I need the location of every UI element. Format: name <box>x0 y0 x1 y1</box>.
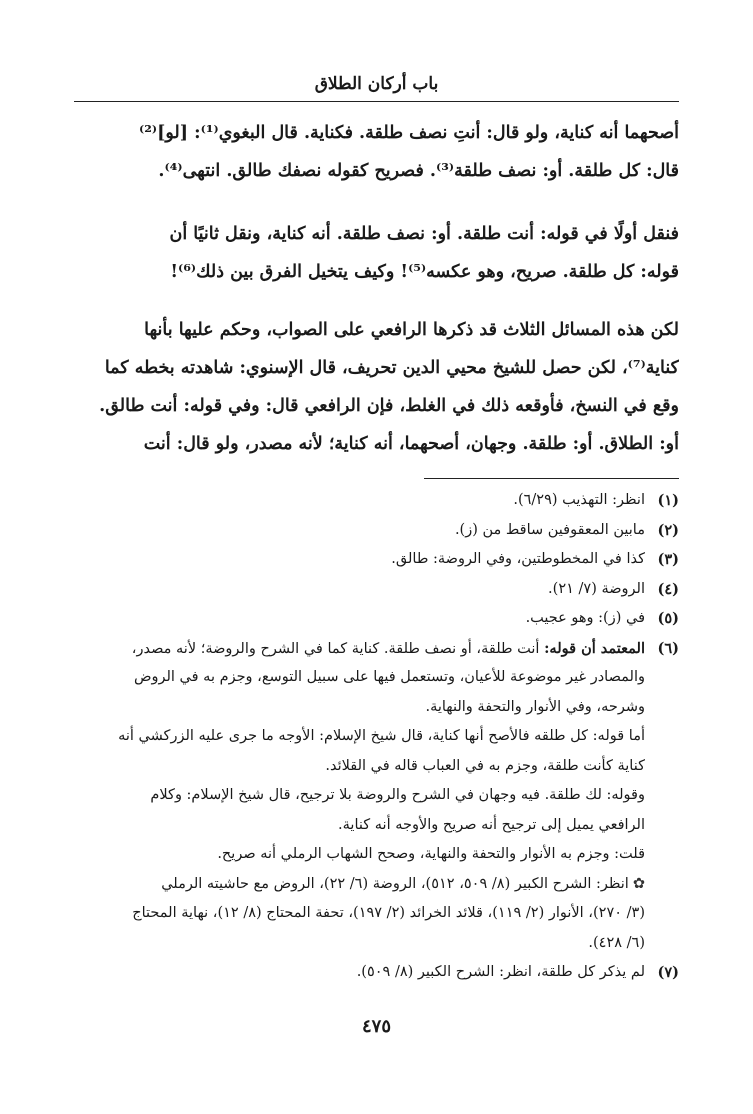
footnote-line: (٦/ ٤٢٨). <box>588 934 645 951</box>
text-line: لكن هذه المسائل الثلاث قد ذكرها الرافعي على الصواب، وحكم عليها بأنها <box>144 320 679 340</box>
header-rule <box>74 101 679 102</box>
paragraph-1 <box>74 114 679 190</box>
page-number: ٤٧٥ <box>361 1016 391 1037</box>
footnote-1 <box>74 486 679 516</box>
footnote-3 <box>74 545 679 575</box>
footnote-number: (٦) <box>657 639 679 657</box>
footnote-line: الرافعي يميل إلى ترجيح أنه صريح والأوجه أنه كناية. <box>338 816 645 833</box>
footnote-line: (٣/ ٢٧٠)، الأنوار (٢/ ١١٩)، قلائد الخرائد (٢/ ١٩٧)، تحفة المحتاج (٨/ ١٢)، نهاية المحتاج <box>132 905 645 921</box>
footnote-line: في (ز): وهو عجيب. <box>525 610 645 626</box>
footnote-number: (٢) <box>657 521 679 539</box>
footnote-line: قلت: وجزم به الأنوار والتحفة والنهاية، وصحح الشهاب الرملي أنه صريح. <box>217 846 645 862</box>
flower-bullet-icon: ✿ <box>632 875 645 892</box>
footnote-text: أنت طلقة، أو نصف طلقة. كناية كما في الشرح والروضة؛ لأنه مصدر، <box>131 640 540 657</box>
footnote-line: الروضة (٧/ ٢١). <box>548 580 645 597</box>
footnote-line: كذا في المخطوطتين، وفي الروضة: طالق. <box>391 551 645 567</box>
footnote-number: (٧) <box>657 964 679 981</box>
text-line: أو: الطلاق. أو: طلقة. وجهان، أصحهما، أنه كناية؛ لأنه مصدر، ولو قال: أنت <box>143 434 679 454</box>
footnote-4 <box>74 575 679 605</box>
footnote-7 <box>74 958 679 988</box>
footnote-line: مابين المعقوفين ساقط من (ز). <box>454 521 645 538</box>
text-line: أصحهما أنه كناية، ولو قال: أنتِ نصف طلقة. فكناية. قال البغوي⁽¹⁾: [لو]⁽²⁾ <box>139 123 679 143</box>
footnote-number: (٤) <box>657 580 679 598</box>
text-line: قال: كل طلقة. أو: نصف طلقة⁽³⁾. فصريح كقوله نصفك طالق. انتهى⁽⁴⁾. <box>158 161 679 181</box>
footnote-line: انظر: التهذيب (٦/٢٩). <box>513 492 645 508</box>
text-line: كناية⁽⁷⁾، لكن حصل للشيخ محيي الدين تحريف، قال الإسنوي: شاهدته بخطه كما <box>104 358 679 378</box>
footnote-number: (٣) <box>657 551 679 568</box>
footnotes <box>74 486 679 988</box>
footnote-lead: المعتمد أن قوله: <box>544 639 645 657</box>
footnote-number: (٥) <box>657 610 679 627</box>
footnote-2 <box>74 516 679 546</box>
footnote-line: أما قوله: كل طلقه فالأصح أنها كناية، قال شيخ الإسلام: الأوجه ما جرى عليه الزركشي أنه <box>118 728 645 744</box>
footnote-6 <box>74 634 679 959</box>
footnote-line: وشرحه، وفي الأنوار والتحفة والنهاية. <box>425 698 645 715</box>
footnote-number: (١) <box>657 492 679 509</box>
footnote-line <box>74 870 645 900</box>
footnote-line: لم يذكر كل طلقة، انظر: الشرح الكبير (٨/ ٥٠٩). <box>356 964 645 980</box>
footnote-line <box>74 634 645 664</box>
text-line: وقع في النسخ، فأوقعه ذلك في الغلط، فإن الرافعي قال: وفي قوله: أنت طالق. <box>99 396 679 416</box>
text-line: قوله: كل طلقة. صريح، وهو عكسه⁽⁵⁾! وكيف يتخيل الفرق بين ذلك⁽⁶⁾! <box>170 262 679 282</box>
paragraph-3 <box>74 311 679 463</box>
running-header-title: باب أركان الطلاق <box>314 74 439 94</box>
footnote-5 <box>74 604 679 634</box>
footnote-line: وقوله: لك طلقة. فيه وجهان في الشرح والروضة بلا ترجيح، قال شيخ الإسلام: وكلام <box>150 787 645 803</box>
footnote-line: والمصادر غير موضوعة للأعيان، وتستعمل فيها على سبيل التوسع، وجزم به في الروض <box>133 669 645 685</box>
paragraph-2 <box>74 215 679 291</box>
text-line: فنقل أولًا في قوله: أنت طلقة. أو: نصف طلقة. أنه كناية، ونقل ثانيًا أن <box>169 224 679 244</box>
footnote-text: انظر: الشرح الكبير (٨/ ٥٠٩، ٥١٢)، الروضة (٦/ ٢٢)، الروض مع حاشيته الرملي <box>161 875 629 892</box>
footnote-line: كناية كأنت طلقة، وجزم به في العباب قاله في القلائد. <box>325 757 645 774</box>
footnote-rule <box>424 478 679 479</box>
